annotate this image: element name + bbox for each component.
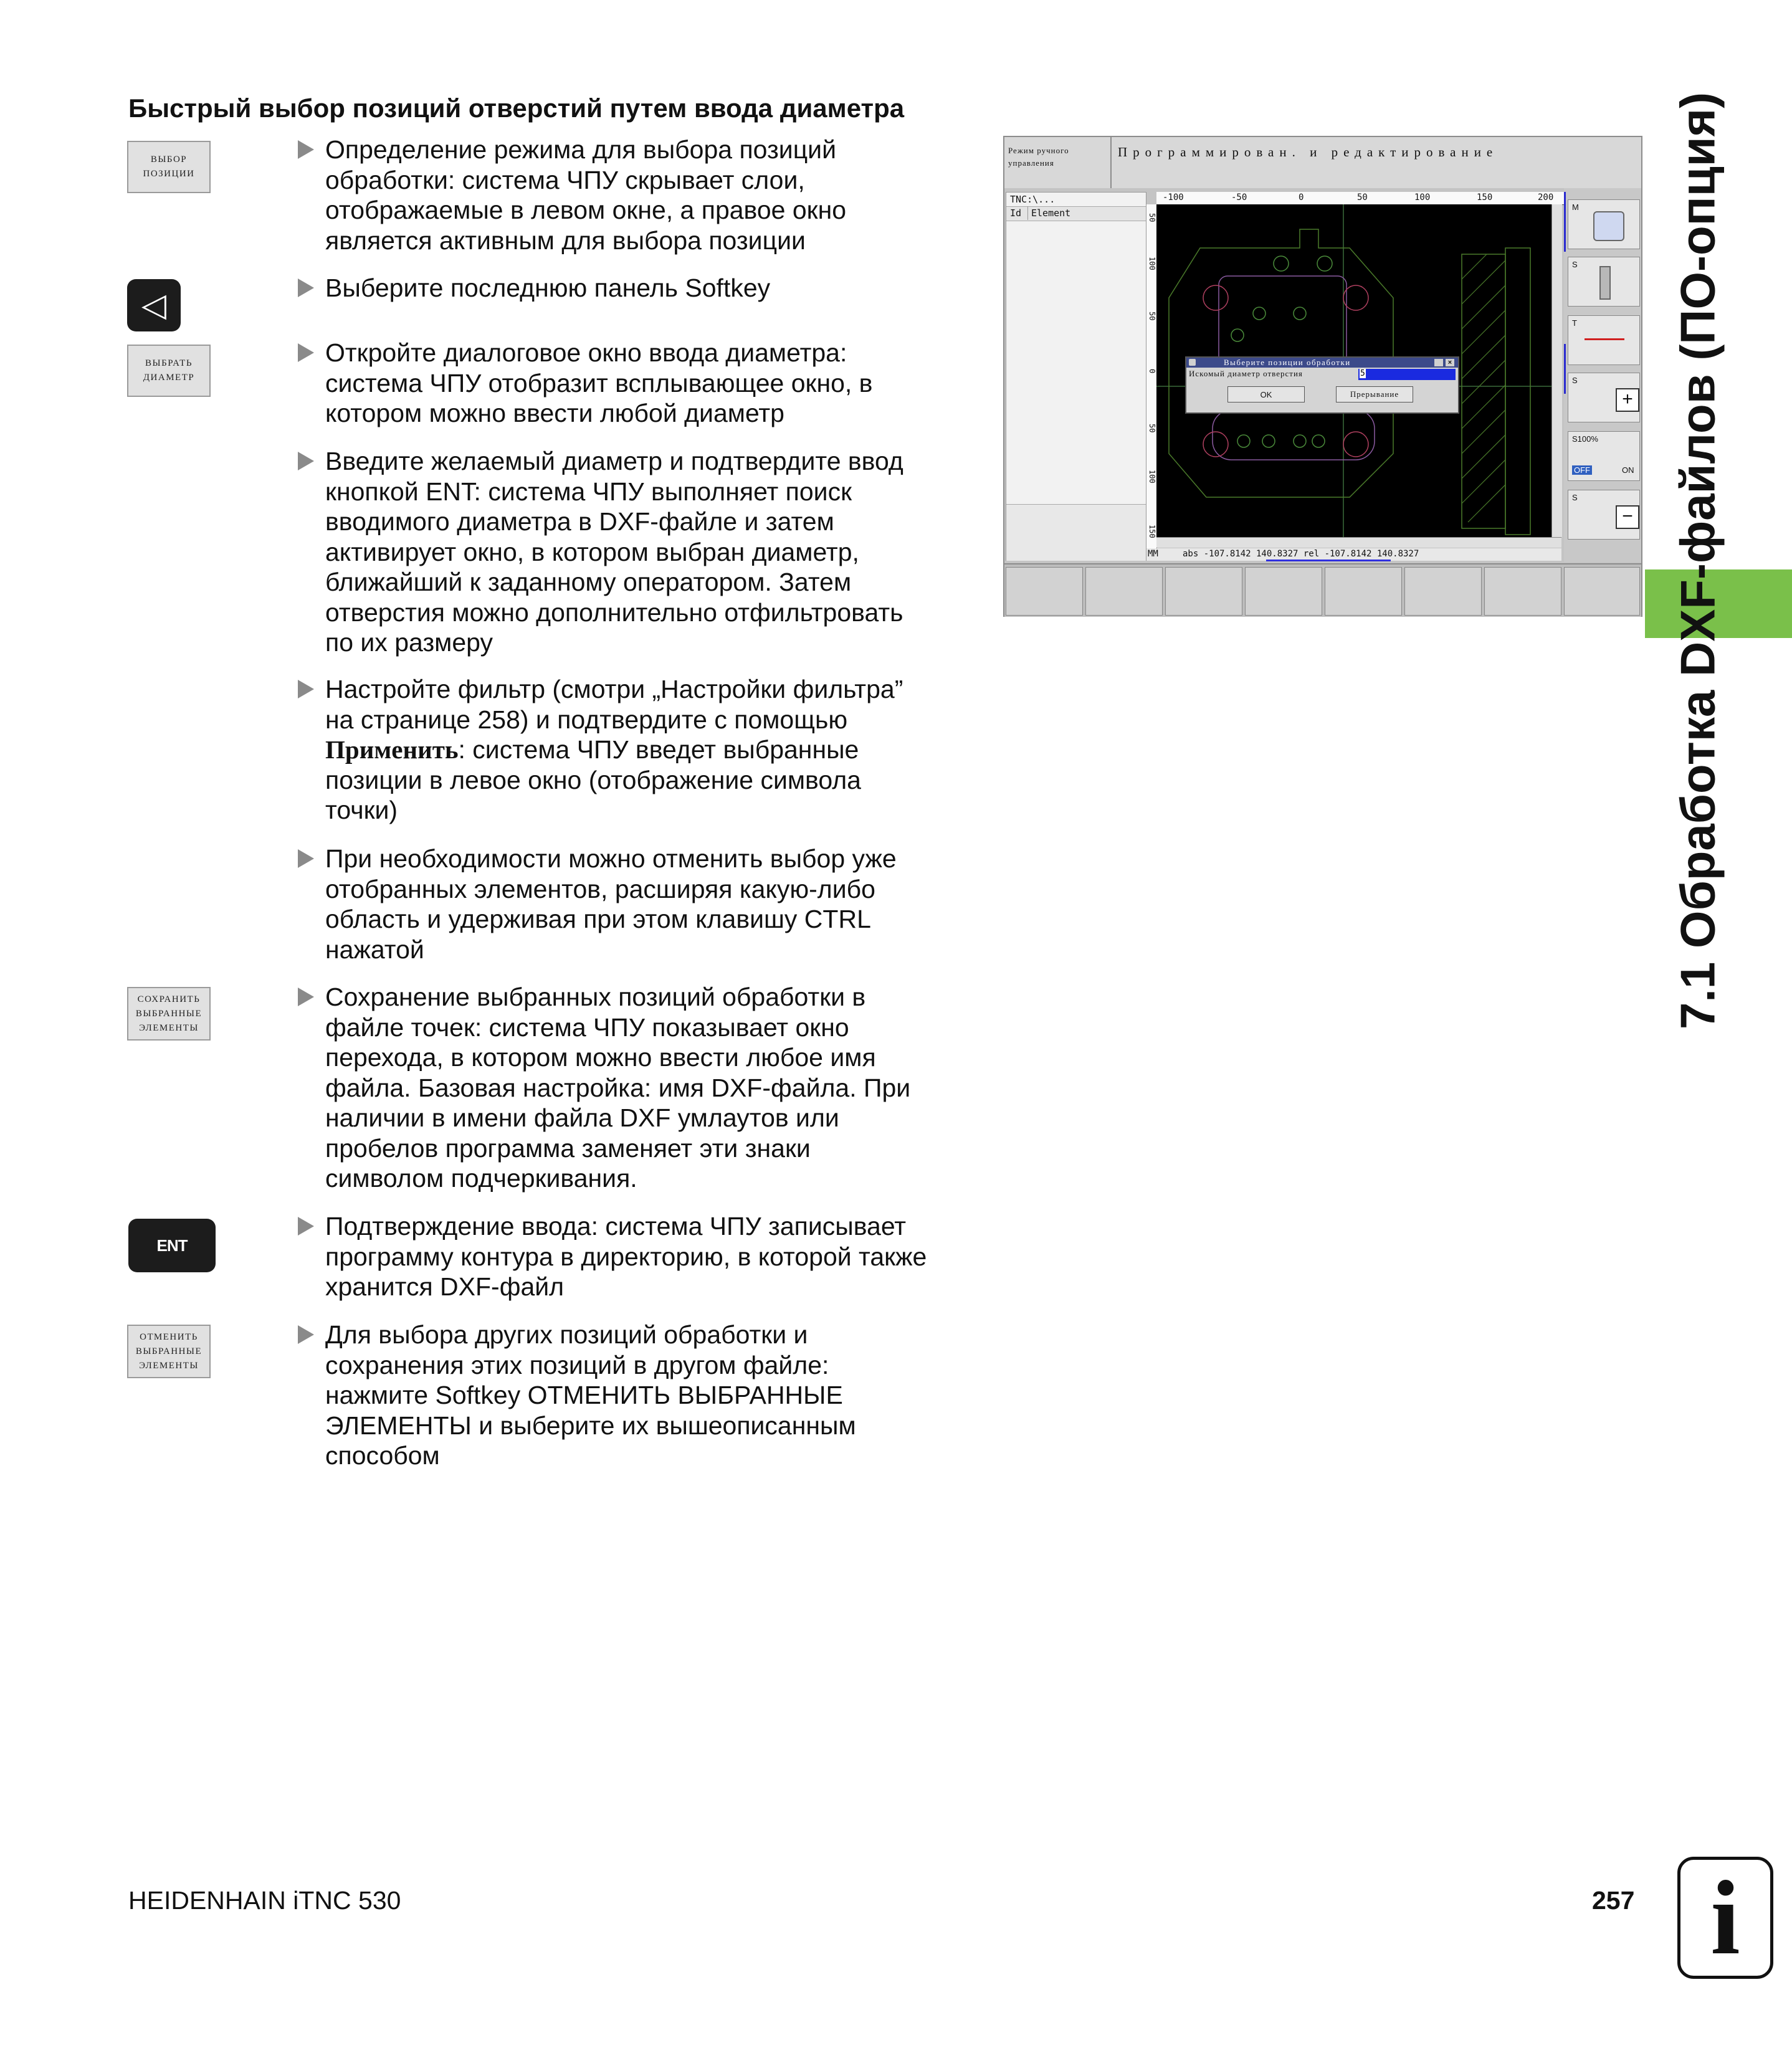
softkey-save-selected[interactable] (127, 987, 211, 1041)
ruler-left (1146, 204, 1157, 553)
bottom-softkey-3[interactable] (1165, 567, 1242, 616)
softkey-cancel-selected[interactable] (127, 1325, 211, 1378)
step-7 (298, 982, 971, 1194)
step-line: способом (325, 1441, 440, 1470)
step-line: отображаемые в левом окне, а правое окно (325, 196, 847, 224)
canvas-horizontal-scrollbar[interactable] (1156, 537, 1561, 548)
plus-icon: + (1616, 388, 1639, 412)
info-icon (1677, 1857, 1773, 1979)
step-line: сохранения этих позиций в другом файле: (325, 1350, 829, 1379)
back-key[interactable] (127, 279, 181, 331)
dialog-close-icon[interactable]: × (1446, 359, 1454, 366)
bullet-triangle-icon (298, 988, 314, 1006)
footer-product: HEIDENHAIN iTNC 530 (128, 1886, 401, 1915)
softkey-label: ВЫБРАННЫЕ (135, 1346, 203, 1356)
bottom-softkey-5[interactable] (1325, 567, 1402, 616)
on-label: ON (1622, 465, 1634, 475)
dialog-title: Выберите позиции обработки (1224, 358, 1351, 367)
side-key-s[interactable] (1568, 257, 1640, 307)
ruler-tick-label: 100 (1148, 470, 1156, 483)
ruler-tick-label: 50 (1357, 193, 1368, 202)
step-line: вводимого диаметра в DXF-файле и затем (325, 507, 834, 536)
step-line (325, 735, 971, 765)
step-4 (298, 446, 971, 658)
step-line: позиции в левое окно (отображение символа (325, 765, 861, 794)
step-line: Сохранение выбранных позиций обработки в (325, 983, 866, 1011)
softkey-select-diameter[interactable] (127, 345, 211, 397)
dialog-cancel-label: Прерывание (1350, 389, 1399, 399)
dialog-minimize-icon[interactable] (1434, 359, 1443, 366)
softkey-label: ОТМЕНИТЬ (140, 1331, 198, 1342)
dialog-field-label: Искомый диаметр отверстия (1189, 369, 1303, 378)
ruler-tick-label: 100 (1414, 193, 1431, 202)
info-icon-glyph: i (1710, 1859, 1740, 1976)
step-9 (298, 1320, 971, 1471)
side-key-label: S (1572, 493, 1578, 502)
diameter-input[interactable] (1358, 369, 1456, 380)
bottom-softkey-1[interactable] (1006, 567, 1083, 616)
bullet-triangle-icon (298, 1325, 314, 1344)
bullet-triangle-icon (298, 680, 314, 698)
softkey-label: ВЫБОР (150, 155, 188, 164)
step-line: точки) (325, 796, 398, 824)
column-header-element[interactable]: Element (1031, 207, 1071, 219)
bottom-softkey-2[interactable] (1085, 567, 1163, 616)
step-line: на странице 258) и подтвердите с помощью (325, 705, 848, 734)
status-unit: MM (1148, 549, 1158, 559)
step-line: нажмите Softkey ОТМЕНИТЬ ВЫБРАННЫЕ (325, 1381, 843, 1409)
dialog-ok-button[interactable] (1227, 386, 1305, 402)
side-key-t[interactable] (1568, 315, 1640, 365)
softkey-label: ВЫБРАННЫЕ (135, 1008, 203, 1019)
program-mode-label: Программирован. и редактирование (1118, 145, 1499, 160)
step-5 (298, 674, 971, 826)
machine-mode-label: управления (1008, 158, 1054, 168)
bottom-softkey-8[interactable] (1564, 567, 1640, 616)
step-line: нажатой (325, 935, 424, 964)
ruler-tick-label: 0 (1148, 369, 1156, 374)
dialog-ok-label: OK (1260, 389, 1272, 399)
softkey-label: ПОЗИЦИИ (143, 169, 195, 179)
step-line: котором можно ввести любой диаметр (325, 399, 784, 427)
step-1 (298, 135, 971, 255)
ruler-tick-label: 200 (1538, 193, 1554, 202)
step-line: Выберите последнюю панель Softkey (325, 274, 771, 302)
triangle-left-icon: ◁ (141, 287, 166, 323)
step-line: область и удерживая при этом клавишу CTRL (325, 905, 871, 933)
softkey-label: ДИАМЕТР (143, 373, 195, 383)
step-line: Подтверждение ввода: система ЧПУ записывает (325, 1212, 907, 1241)
step-line: отверстия можно дополнительно отфильтровать (325, 598, 903, 627)
side-key-s-plus[interactable] (1568, 373, 1640, 422)
step-line: Введите желаемый диаметр и подтвердите ввод (325, 447, 903, 475)
dialog-cancel-button[interactable] (1336, 386, 1413, 402)
bottom-softkey-7[interactable] (1484, 567, 1561, 616)
step-3 (298, 338, 971, 429)
ruler-tick-label: 50 (1148, 312, 1156, 321)
bullet-triangle-icon (298, 849, 314, 868)
step-line: ЭЛЕМЕНТЫ и выберите их вышеописанным (325, 1411, 856, 1440)
ruler-top (1156, 192, 1573, 205)
tool-icon (1599, 266, 1611, 300)
side-key-label: T (1572, 318, 1577, 328)
section-heading: Быстрый выбор позиций отверстий путем ввода диаметра (128, 93, 905, 123)
step-line: Откройте диалоговое окно ввода диаметра: (325, 338, 847, 367)
softkey-label: ВЫБРАТЬ (145, 358, 193, 368)
side-softkey-panel (1564, 188, 1641, 562)
page-number: 257 (1592, 1886, 1635, 1915)
ruler-tick-label: 100 (1148, 257, 1156, 270)
side-key-s100[interactable] (1568, 431, 1640, 481)
step-line: программу контура в директорию, в которой также (325, 1242, 927, 1271)
dialog-titlebar (1186, 358, 1458, 368)
mode-header (1004, 137, 1112, 188)
step-line: пробелов программа заменяет эти знаки (325, 1133, 811, 1163)
step-line: ближайший к заданному оператором. Затем (325, 568, 852, 596)
step-line: отобранных элементов, расширяя какую-либо (325, 874, 875, 903)
program-mode-header (1112, 137, 1641, 188)
chapter-title-text: 7.1 Обработка DXF-файлов (ПО-опция) (1670, 92, 1725, 1030)
step-line: Для выбора других позиций обработки и (325, 1320, 808, 1349)
step-line: файла. Базовая настройка: имя DXF-файла. При (325, 1073, 911, 1102)
minus-icon: − (1616, 505, 1639, 529)
bullet-triangle-icon (298, 279, 314, 297)
ruler-tick-label: 50 (1148, 424, 1156, 433)
ruler-tick-label: 150 (1148, 525, 1156, 538)
step-line: символом подчеркивания. (325, 1164, 637, 1193)
step-2 (298, 273, 971, 303)
ruler-tick-label: 150 (1477, 193, 1493, 202)
dialog-icon (1189, 359, 1196, 366)
step-line: является активным для выбора позиции (325, 226, 806, 255)
softkey-select-position[interactable] (127, 141, 211, 193)
step-line: Настройте фильтр (смотри „Настройки фильтра” (325, 675, 903, 703)
ruler-tick-label: 50 (1148, 213, 1156, 222)
softkey-label: ЭЛЕМЕНТЫ (139, 1022, 199, 1033)
side-key-m[interactable] (1568, 199, 1640, 249)
side-key-label: S (1572, 376, 1578, 385)
step-line: система ЧПУ отобразит всплывающее окно, в (325, 368, 873, 398)
bottom-softkey-row (1004, 563, 1641, 617)
step-line: хранится DXF-файл (325, 1272, 565, 1301)
step-line: обработки: система ЧПУ скрывает слои, (325, 165, 805, 194)
tool-change-icon (1585, 338, 1624, 340)
status-coordinates: abs -107.8142 140.8327 rel -107.8142 140.8327 (1183, 549, 1419, 559)
step-line: активирует окно, в котором выбран диаметр, (325, 537, 859, 566)
canvas-vertical-scrollbar[interactable] (1551, 204, 1562, 537)
step-line: кнопкой ENT: система ЧПУ выполняет поиск (325, 477, 852, 506)
apply-keyword: Применить (325, 735, 459, 764)
step-line: перехода, в котором можно ввести любое имя (325, 1043, 876, 1072)
bottom-softkey-6[interactable] (1404, 567, 1482, 616)
element-list-panel (1006, 192, 1146, 561)
ent-key[interactable] (128, 1219, 216, 1272)
bullet-triangle-icon (298, 343, 314, 362)
ent-key-label: ENT (156, 1236, 188, 1255)
step-line: файле точек: система ЧПУ показывает окно (325, 1012, 849, 1042)
side-key-label: M (1572, 202, 1579, 212)
column-header-id[interactable]: Id (1010, 207, 1022, 219)
spindle-icon (1593, 211, 1624, 241)
step-line-rest: : система ЧПУ введет выбранные (458, 735, 859, 764)
step-line: Определение режима для выбора позиций (325, 135, 836, 164)
diameter-dialog (1185, 356, 1459, 414)
ruler-tick-label: 0 (1299, 193, 1304, 202)
side-key-label: S (1572, 260, 1578, 269)
diameter-input-value: 5 (1360, 369, 1365, 378)
tnc-screenshot (1003, 136, 1642, 617)
side-key-s-minus[interactable] (1568, 490, 1640, 540)
ruler-tick-label: -50 (1231, 193, 1247, 202)
path-label: TNC:\... (1010, 194, 1056, 205)
bullet-triangle-icon (298, 140, 314, 159)
bullet-triangle-icon (298, 452, 314, 470)
step-line: наличии в имени файла DXF умлаутов или (325, 1103, 839, 1132)
bullet-triangle-icon (298, 1217, 314, 1236)
bottom-softkey-4[interactable] (1245, 567, 1322, 616)
status-bar (1146, 548, 1561, 561)
softkey-label: СОХРАНИТЬ (137, 994, 201, 1004)
chapter-title-vertical (1661, 93, 1735, 1028)
off-label: OFF (1572, 465, 1592, 475)
step-line: по их размеру (325, 628, 493, 657)
step-line: При необходимости можно отменить выбор уже (325, 844, 897, 873)
side-key-label: S100% (1572, 434, 1598, 444)
step-6 (298, 844, 971, 964)
ruler-tick-label: -100 (1163, 193, 1184, 202)
step-8 (298, 1211, 971, 1302)
softkey-label: ЭЛЕМЕНТЫ (139, 1360, 199, 1371)
machine-mode-label: Режим ручного (1008, 146, 1069, 155)
